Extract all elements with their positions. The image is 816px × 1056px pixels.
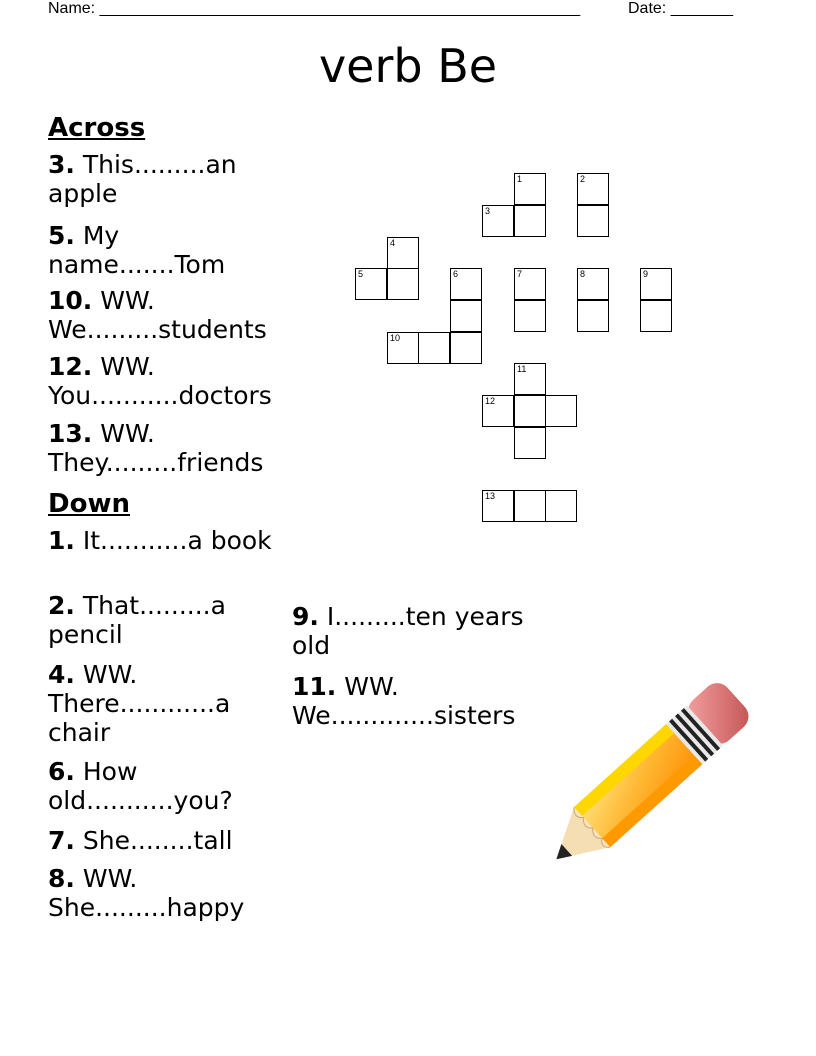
grid-cell[interactable] (640, 300, 672, 332)
grid-cell[interactable] (640, 268, 672, 300)
clue-text: WW. We.........students (48, 286, 267, 344)
grid-cell[interactable] (577, 205, 609, 237)
across-heading: Across (48, 113, 146, 143)
clue-number: 11. (292, 672, 337, 701)
clue-text: I.........ten years old (292, 602, 524, 660)
clue-number: 1. (48, 526, 75, 555)
clue-number: 2. (48, 591, 75, 620)
clue-down-1 (48, 526, 288, 555)
cell-number: 1 (517, 174, 523, 184)
name-field-label: Name: ______________________________________________________ (48, 0, 581, 17)
grid-cell[interactable] (450, 332, 482, 364)
grid-cell[interactable] (577, 268, 609, 300)
clue-number: 3. (48, 150, 75, 179)
date-field-label: Date: _______ (628, 0, 733, 17)
grid-cell[interactable] (577, 300, 609, 332)
clue-text: My name.......Tom (48, 221, 226, 279)
pencil-icon (520, 650, 780, 900)
grid-cell[interactable] (514, 300, 546, 332)
clue-number: 8. (48, 864, 75, 893)
grid-cell[interactable] (514, 173, 546, 205)
grid-cell[interactable] (514, 427, 546, 459)
grid-cell[interactable] (482, 490, 514, 522)
clue-text: WW. They.........friends (48, 419, 264, 477)
cell-number: 10 (390, 333, 401, 343)
cell-number: 11 (517, 364, 527, 374)
cell-number: 9 (643, 269, 649, 279)
cell-number: 3 (485, 206, 491, 216)
clue-across-3 (48, 150, 288, 208)
header (48, 0, 748, 20)
grid-cell[interactable] (545, 395, 577, 427)
clue-down-2 (48, 591, 288, 649)
clue-down-8 (48, 864, 288, 922)
grid-cell[interactable] (418, 332, 450, 364)
clue-number: 7. (48, 826, 75, 855)
grid-cell[interactable] (514, 268, 546, 300)
grid-cell[interactable] (387, 268, 419, 300)
clue-text: WW. There............a chair (48, 660, 231, 747)
grid-cell[interactable] (545, 490, 577, 522)
cell-number: 6 (453, 269, 459, 279)
clue-across-10 (48, 286, 288, 344)
clue-down-6 (48, 757, 288, 815)
page-title: verb Be (318, 39, 498, 93)
clue-number: 12. (48, 352, 93, 381)
cell-number: 7 (517, 269, 523, 279)
clue-number: 6. (48, 757, 75, 786)
cell-number: 4 (390, 238, 396, 248)
clue-across-12 (48, 352, 288, 410)
clue-number: 9. (292, 602, 319, 631)
clue-number: 13. (48, 419, 93, 448)
clue-number: 10. (48, 286, 93, 315)
cell-number: 13 (485, 491, 496, 501)
grid-cell[interactable] (355, 268, 387, 300)
grid-cell[interactable] (387, 237, 419, 269)
clue-down-7 (48, 826, 288, 855)
clue-across-13 (48, 419, 288, 477)
cell-number: 2 (580, 174, 586, 184)
grid-cell[interactable] (450, 268, 482, 300)
clue-text: That.........a pencil (48, 591, 226, 649)
clue-across-5 (48, 221, 288, 279)
clue-text: WW. We.............sisters (292, 672, 516, 730)
grid-cell[interactable] (482, 395, 514, 427)
clue-text: WW. You...........doctors (48, 352, 272, 410)
grid-cell[interactable] (514, 205, 546, 237)
grid-cell[interactable] (577, 173, 609, 205)
grid-cell[interactable] (514, 363, 546, 395)
clue-number: 4. (48, 660, 75, 689)
grid-cell[interactable] (514, 490, 546, 522)
cell-number: 8 (580, 269, 586, 279)
grid-cell[interactable] (482, 205, 514, 237)
clue-text: WW. She.........happy (48, 864, 245, 922)
grid-cell[interactable] (450, 300, 482, 332)
clue-down-4 (48, 660, 288, 747)
clue-down-9 (292, 602, 532, 660)
clue-text: How old...........you? (48, 757, 233, 815)
down-heading: Down (48, 489, 130, 519)
clue-text: This.........an apple (48, 150, 237, 208)
cell-number: 5 (358, 269, 364, 279)
clue-down-11 (292, 672, 532, 730)
clue-text: It...........a book (74, 526, 272, 555)
clue-number: 5. (48, 221, 75, 250)
grid-cell[interactable] (387, 332, 419, 364)
cell-number: 12 (485, 396, 496, 406)
clue-text: She........tall (74, 826, 233, 855)
grid-cell[interactable] (514, 395, 546, 427)
